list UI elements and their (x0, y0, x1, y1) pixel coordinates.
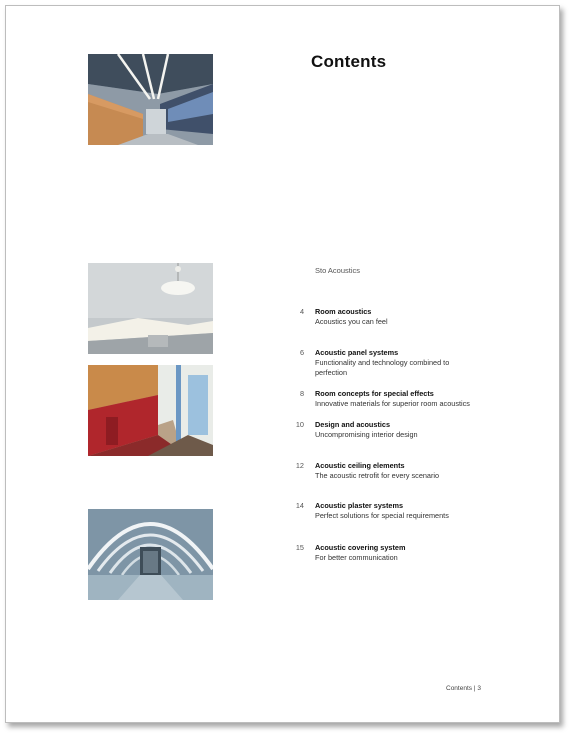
toc-page-number: 6 (299, 348, 304, 357)
corridor-photo (88, 54, 213, 145)
page-footer: Contents | 3 (446, 685, 481, 692)
toc-heading: Acoustic covering system (315, 543, 406, 552)
toc-heading: Acoustic ceiling elements (315, 461, 405, 470)
toc-subtitle: Perfect solutions for special requirements (315, 511, 449, 520)
red-interior-photo (88, 365, 213, 456)
toc-page-number: 4 (299, 307, 304, 316)
toc-heading: Room concepts for special effects (315, 389, 434, 398)
toc-subtitle: The acoustic retrofit for every scenario (315, 471, 440, 480)
toc-subtitle: Innovative materials for superior room acoustics (315, 399, 470, 408)
toc-heading: Design and acoustics (315, 420, 391, 429)
toc-heading: Acoustic panel systems (315, 348, 399, 357)
toc-page-number: 12 (295, 461, 304, 470)
page-title: Contents (311, 52, 387, 71)
toc-subtitle: Uncompromising interior design (315, 430, 418, 439)
toc-page-number: 8 (299, 389, 304, 398)
toc-heading: Room acoustics (315, 307, 372, 316)
tunnel-photo (88, 509, 213, 600)
toc-subtitle: Functionality and technology combined to perfection (315, 358, 450, 377)
toc-subtitle: For better communication (315, 553, 398, 562)
ceiling-lamp-photo (88, 263, 213, 354)
brand-label: Sto Acoustics (315, 266, 361, 275)
toc-page-number: 10 (295, 420, 304, 429)
toc-heading: Acoustic plaster systems (315, 501, 404, 510)
toc-page-number: 14 (295, 501, 304, 510)
toc-page-number: 15 (295, 543, 304, 552)
toc-subtitle: Acoustics you can feel (315, 317, 388, 326)
